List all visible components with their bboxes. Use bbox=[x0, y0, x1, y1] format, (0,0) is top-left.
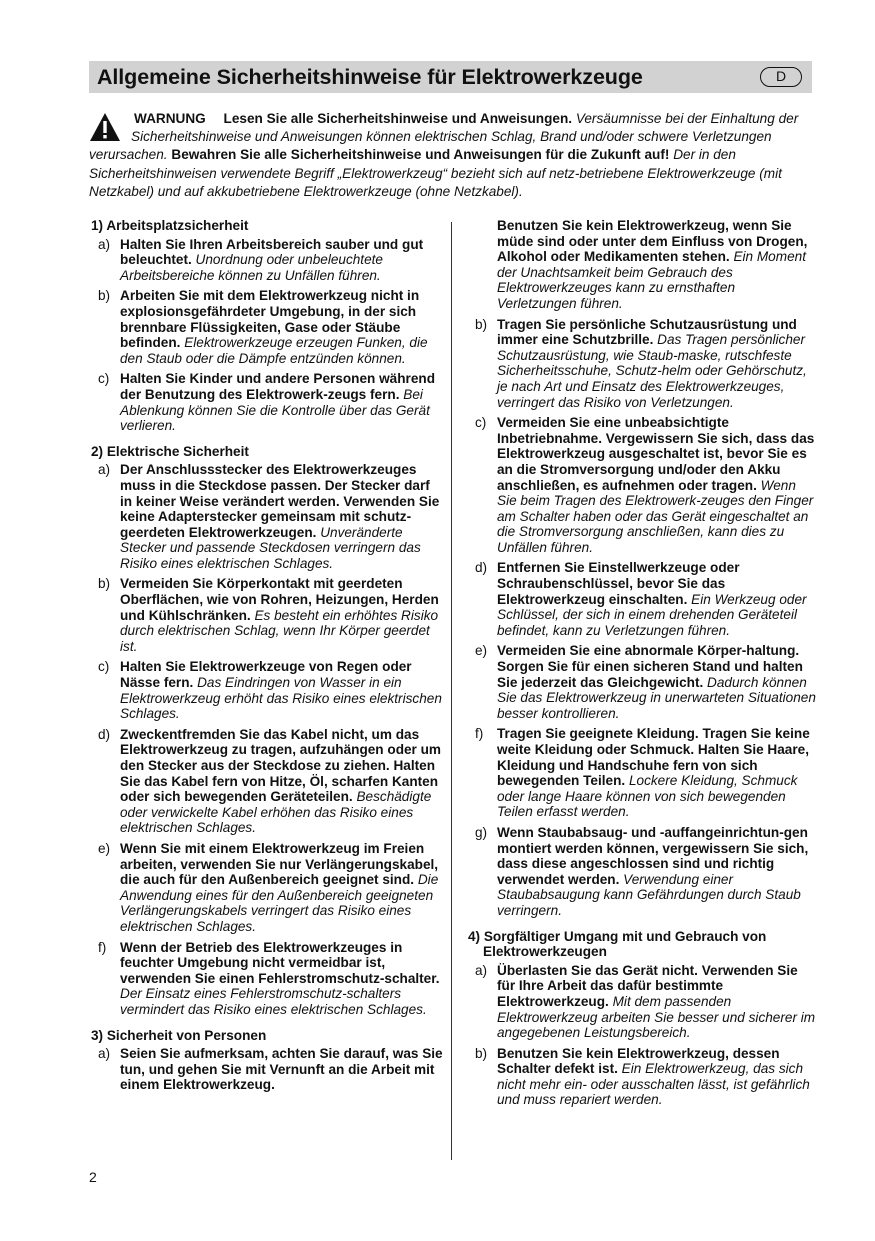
item-bold: Wenn Staubabsaug- und -auffangeinrichtun-gen montiert werden können, vergewissern Sie sich, dass diese angeschlossen sind und richtig verwendet werden. bbox=[497, 824, 809, 887]
item-marker: e) bbox=[98, 840, 111, 856]
item-bold: Wenn Sie mit einem Elektrowerkzeug im Freien arbeiten, verwenden Sie nur Verlängerungskabel, die auch für den Außenbereich geeignet sind. bbox=[120, 840, 439, 888]
left-column bbox=[91, 218, 443, 1098]
item-bold: Benutzen Sie kein Elektrowerkzeug, dessen Schalter defekt ist. bbox=[497, 1045, 780, 1077]
item-marker: a) bbox=[98, 462, 111, 478]
item-marker: f) bbox=[475, 726, 484, 742]
list-item bbox=[468, 643, 818, 721]
item-bold: Halten Sie Elektrowerkzeuge von Regen oder Nässe fern. bbox=[120, 659, 412, 691]
list-item-continuation bbox=[468, 218, 818, 312]
item-marker: a) bbox=[98, 1046, 111, 1062]
page-title: Allgemeine Sicherheitshinweise für Elektrowerkzeuge bbox=[97, 65, 643, 89]
item-marker: b) bbox=[475, 1045, 488, 1061]
item-marker: a) bbox=[98, 236, 111, 252]
list-item bbox=[468, 560, 818, 638]
item-italic: Wenn Sie beim Tragen des Elektrowerk-zeuges den Finger am Schalter haben oder das Gerät eingeschaltet an die Stromversorgung anschließen, kann dies zu Unfällen führen. bbox=[497, 477, 814, 555]
item-italic: Dadurch können Sie das Elektrowerkzeug in unerwarteten Situationen besser kontrollieren. bbox=[497, 674, 816, 721]
item-marker: d) bbox=[475, 560, 488, 576]
section-heading: 3) Sicherheit von Personen bbox=[91, 1027, 267, 1043]
item-marker: e) bbox=[475, 643, 488, 659]
item-italic: Das Tragen persönlicher Schutzausrüstung, wie Staub-maske, rutschfeste Sicherheitsschuhe, Schutz-helm oder Gehörschutz, je nach Art und Einsatz des Elektrowerkzeuges, verringert das Risiko von Verletzungen. bbox=[497, 332, 807, 410]
item-marker: a) bbox=[475, 962, 488, 978]
item-bold: Seien Sie aufmerksam, achten Sie darauf, was Sie tun, und gehen Sie mit Vernunft an die Arbeit mit einem Elektrowerkzeug. bbox=[120, 1046, 443, 1093]
column-divider bbox=[451, 222, 452, 1160]
item-italic: Bei Ablenkung können Sie die Kontrolle über das Gerät verlieren. bbox=[120, 386, 430, 434]
warning-italic-1: Versäumnisse bei der Einhaltung der Sicherheitshinweise und Anweisungen können elektrischen Schlag, Brand und/oder schwere Verletzungen verursachen. bbox=[89, 111, 799, 163]
list-item bbox=[468, 1046, 818, 1108]
item-bold: Halten Sie Ihren Arbeitsbereich sauber und gut beleuchtet. bbox=[120, 236, 424, 268]
list-item bbox=[468, 825, 818, 919]
item-italic: Der Einsatz eines Fehlerstromschutz-schalters vermindert das Risiko eines elektrischen Schlages. bbox=[120, 986, 427, 1017]
item-italic: Unordnung oder unbeleuchtete Arbeitsbereiche können zu Unfällen führen. bbox=[120, 252, 383, 283]
item-marker: b) bbox=[475, 316, 488, 332]
item-italic: Es besteht ein erhöhtes Risiko durch elektrischen Schlag, wenn Ihr Körper geerdet ist. bbox=[120, 607, 439, 654]
item-bold: Vermeiden Sie eine unbeabsichtigte Inbetriebnahme. Vergewissern Sie sich, dass das Elektrowerkzeug ausgeschaltet ist, bevor Sie es an die Stromversorgung und/oder den Akku anschließen, es aufnehmen oder tragen. bbox=[497, 415, 815, 493]
list-item bbox=[91, 237, 443, 284]
warning-bold-1: Lesen Sie alle Sicherheitshinweise und Anweisungen. bbox=[223, 111, 573, 126]
page-number: 2 bbox=[89, 1169, 97, 1185]
item-bold: Halten Sie Kinder und andere Personen während der Benutzung des Elektrowerk-zeugs fern. bbox=[120, 371, 435, 402]
item-bold: Benutzen Sie kein Elektrowerkzeug, wenn Sie müde sind oder unter dem Einfluss von Drogen, Alkohol oder Medikamenten stehen. bbox=[497, 218, 808, 265]
section-title-bar bbox=[89, 61, 812, 93]
item-bold: Arbeiten Sie mit dem Elektrowerkzeug nicht in explosionsgefährdeter Umgebung, in der sich brennbare Flüssigkeiten, Gase oder Stäube befinden. bbox=[120, 288, 420, 351]
item-marker: c) bbox=[98, 659, 110, 675]
warning-label: WARNUNG bbox=[134, 111, 206, 126]
list-item bbox=[91, 288, 443, 366]
item-marker: g) bbox=[475, 824, 488, 840]
item-italic: Elektrowerkzeuge erzeugen Funken, die den Staub oder die Dämpfe entzünden können. bbox=[120, 335, 428, 366]
item-bold: Der Anschlussstecker des Elektrowerkzeuges muss in die Steckdose passen. Der Stecker darf in keiner Weise verändert werden. Verwenden Sie keine Adapterstecker gemeinsam mit schutz-geerdeten Elektrowerkzeugen. bbox=[120, 462, 440, 540]
warning-italic-2: Der in den Sicherheitshinweisen verwendete Begriff „Elektrowerkzeug“ bezieht sich auf netz-betriebene Elektrowerkzeuge (mit Netzkabel) und auf akkubetriebene Elektrowerkzeuge (ohne Netzkabel). bbox=[89, 147, 782, 199]
item-italic: Die Anwendung eines für den Außenbereich geeigneten Verlängerungskabels verringert das Risiko eines elektrischen Schlages. bbox=[120, 872, 439, 934]
item-bold: Zweckentfremden Sie das Kabel nicht, um das Elektrowerkzeug zu tragen, aufzuhängen oder um den Stecker aus der Steckdose zu ziehen. Halten Sie das Kabel fern von Hitze, Öl, scharfen Kanten oder sich bewegenden Geräteteilen. bbox=[120, 726, 442, 805]
list-item bbox=[91, 462, 443, 571]
item-bold: Entfernen Sie Einstellwerkzeuge oder Schraubenschlüssel, bevor Sie das Elektrowerkzeug einschalten. bbox=[497, 560, 740, 607]
section-heading: 4) Sorgfältiger Umgang mit und Gebrauch von Elektrowerkzeugen bbox=[468, 928, 767, 960]
list-item bbox=[468, 963, 818, 1041]
item-bold: Vermeiden Sie eine abnormale Körper-haltung. Sorgen Sie für einen sicheren Stand und halten Sie jederzeit das Gleichgewicht. bbox=[497, 643, 803, 690]
item-italic: Das Eindringen von Wasser in ein Elektrowerkzeug erhöht das Risiko eines elektrischen Schlages. bbox=[120, 675, 442, 722]
item-marker: b) bbox=[98, 288, 111, 304]
warning-bold-2: Bewahren Sie alle Sicherheitshinweise und Anweisungen für die Zukunft auf! bbox=[171, 147, 670, 163]
list-item bbox=[91, 659, 443, 721]
item-marker: b) bbox=[98, 576, 111, 592]
list-item bbox=[91, 371, 443, 433]
item-italic: Mit dem passenden Elektrowerkzeug arbeiten Sie besser und sicherer im angegebenen Leistungsbereich. bbox=[497, 993, 816, 1041]
item-italic: Beschädigte oder verwickelte Kabel erhöhen das Risiko eines elektrischen Schlages. bbox=[120, 789, 432, 836]
item-bold: Wenn der Betrieb des Elektrowerkzeuges in feuchter Umgebung nicht vermeidbar ist, verwenden Sie einen Fehlerstromschutz-schalter. bbox=[120, 939, 440, 986]
list-item bbox=[468, 415, 818, 555]
section-heading: 1) Arbeitsplatzsicherheit bbox=[91, 218, 249, 233]
list-item bbox=[91, 841, 443, 935]
item-marker: f) bbox=[98, 939, 107, 955]
warning-triangle-icon bbox=[89, 112, 121, 142]
item-marker: c) bbox=[98, 371, 110, 387]
section-heading: 2) Elektrische Sicherheit bbox=[91, 443, 249, 459]
item-italic: Ein Moment der Unachtsamkeit beim Gebrauch des Elektrowerkzeuges kann zu ernsthaften Verletzungen führen. bbox=[497, 249, 806, 311]
list-item bbox=[468, 726, 818, 820]
item-bold: Tragen Sie persönliche Schutzausrüstung und immer eine Schutzbrille. bbox=[497, 316, 797, 348]
list-item bbox=[91, 1046, 443, 1093]
right-column bbox=[468, 218, 818, 1113]
item-marker: d) bbox=[98, 726, 111, 742]
list-item bbox=[91, 576, 443, 654]
item-italic: Lockere Kleidung, Schmuck oder lange Haare können von sich bewegenden Teilen erfasst werden. bbox=[497, 773, 798, 820]
item-bold: Überlasten Sie das Gerät nicht. Verwenden Sie für Ihre Arbeit das dafür bestimmte Elektrowerkzeug. bbox=[497, 962, 798, 1009]
list-item bbox=[91, 727, 443, 836]
list-item bbox=[468, 317, 818, 411]
language-badge: D bbox=[760, 67, 802, 87]
item-italic: Verwendung einer Staubabsaugung kann Gefährdungen durch Staub verringern. bbox=[497, 871, 801, 918]
item-marker: c) bbox=[475, 415, 487, 431]
list-item bbox=[91, 940, 443, 1018]
item-italic: Unveränderte Stecker und passende Steckdosen verringern das Risiko eines elektrischen Schlages. bbox=[120, 524, 421, 571]
item-bold: Vermeiden Sie Körperkontakt mit geerdeten Oberflächen, wie von Rohren, Heizungen, Herden und Kühlschränken. bbox=[120, 576, 439, 623]
warning-block bbox=[89, 110, 814, 201]
item-italic: Ein Werkzeug oder Schlüssel, der sich in einem drehenden Geräteteil befindet, kann zu Verletzungen führen. bbox=[497, 591, 807, 638]
item-italic: Ein Elektrowerkzeug, das sich nicht mehr ein- oder ausschalten lässt, ist gefährlich und muss repariert werden. bbox=[497, 1061, 810, 1108]
item-bold: Tragen Sie geeignete Kleidung. Tragen Sie keine weite Kleidung oder Schmuck. Halten Sie Haare, Kleidung und Handschuhe fern von sich bewegenden Teilen. bbox=[497, 726, 810, 789]
